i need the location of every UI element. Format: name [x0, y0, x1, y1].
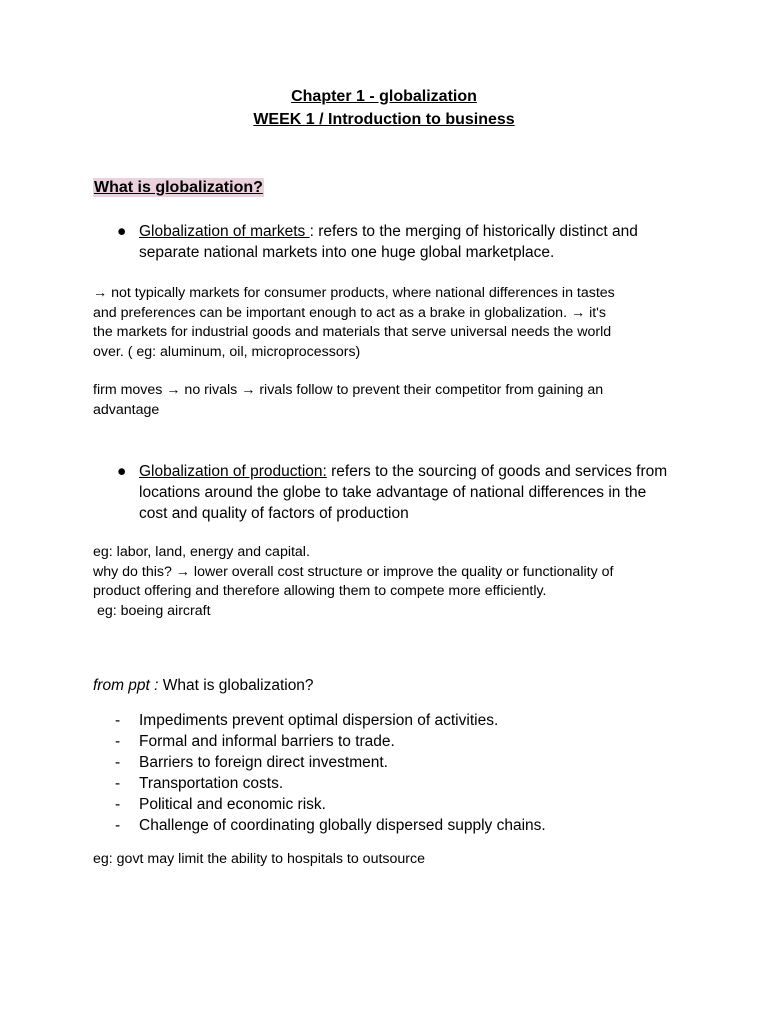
dash-icon: - — [115, 817, 121, 834]
bullet-text — [139, 221, 677, 263]
paragraph-line: the markets for industrial goods and materials that serve universal needs the world — [93, 324, 612, 340]
ppt-label-question: What is globalization? — [158, 677, 314, 694]
paragraph-line: → not typically markets for consumer products, where national differences in tastes — [93, 285, 615, 301]
bullet-text — [139, 461, 677, 524]
list-item — [115, 815, 546, 836]
week-title: WEEK 1 / Introduction to business — [253, 111, 515, 128]
list-item-text: Challenge of coordinating globally dispersed supply chains. — [139, 817, 546, 834]
paragraph-line: eg: labor, land, energy and capital. — [93, 544, 310, 560]
bullet-globalization-of-markets — [117, 221, 677, 263]
dash-icon: - — [115, 754, 121, 771]
bullet-term: Globalization of markets — [139, 223, 310, 240]
paragraph-line: firm moves → no rivals → rivals follow to prevent their competitor from gaining an — [93, 382, 604, 398]
dash-icon: - — [115, 733, 121, 750]
list-item — [115, 731, 546, 752]
list-item — [115, 710, 546, 731]
bullet-term: Globalization of production: — [139, 463, 327, 480]
chapter-title: Chapter 1 - globalization — [291, 88, 477, 105]
impediments-list — [115, 710, 546, 836]
bullet-icon: ● — [117, 463, 127, 480]
bullet-icon: ● — [117, 223, 127, 240]
list-item — [115, 752, 546, 773]
dash-icon: - — [115, 775, 121, 792]
list-item — [115, 773, 546, 794]
paragraph-line: over. ( eg: aluminum, oil, microprocessors) — [93, 343, 361, 360]
paragraph-line: and preferences can be important enough to act as a brake in globalization. → it's — [93, 304, 606, 321]
list-item-text: Barriers to foreign direct investment. — [139, 754, 388, 771]
paragraph-markets-note — [93, 284, 673, 362]
paragraph-production-note — [93, 543, 673, 621]
paragraph-line: eg: boeing aircraft — [93, 602, 211, 619]
bullet-globalization-of-production — [117, 461, 677, 524]
paragraph-closing — [93, 850, 673, 870]
section-heading: What is globalization? — [94, 179, 263, 196]
list-item-text: Formal and informal barriers to trade. — [139, 733, 395, 750]
list-item-text: Transportation costs. — [139, 775, 284, 792]
list-item — [115, 794, 546, 815]
paragraph-line: product offering and therefore allowing them to compete more efficiently. — [93, 583, 547, 599]
paragraph-rivals — [93, 381, 673, 420]
paragraph-line: advantage — [93, 401, 160, 418]
paragraph-line: eg: govt may limit the ability to hospitals to outsource — [93, 851, 425, 867]
list-item-text: Political and economic risk. — [139, 796, 326, 813]
list-item-text: Impediments prevent optimal dispersion of activities. — [139, 712, 499, 729]
dash-icon: - — [115, 796, 121, 813]
ppt-label-source: from ppt : — [93, 677, 159, 694]
dash-icon: - — [115, 712, 121, 729]
ppt-label — [93, 676, 314, 696]
bullet-definition: refers to the sourcing of goods and services from locations around the globe to take advantage of national differences in the cost and quality of factors of production — [139, 463, 668, 522]
paragraph-line: why do this? → lower overall cost structure or improve the quality or functionality of — [93, 563, 614, 580]
bullet-definition: : refers to the merging of historically distinct and separate national markets into one huge global marketplace. — [139, 223, 638, 261]
